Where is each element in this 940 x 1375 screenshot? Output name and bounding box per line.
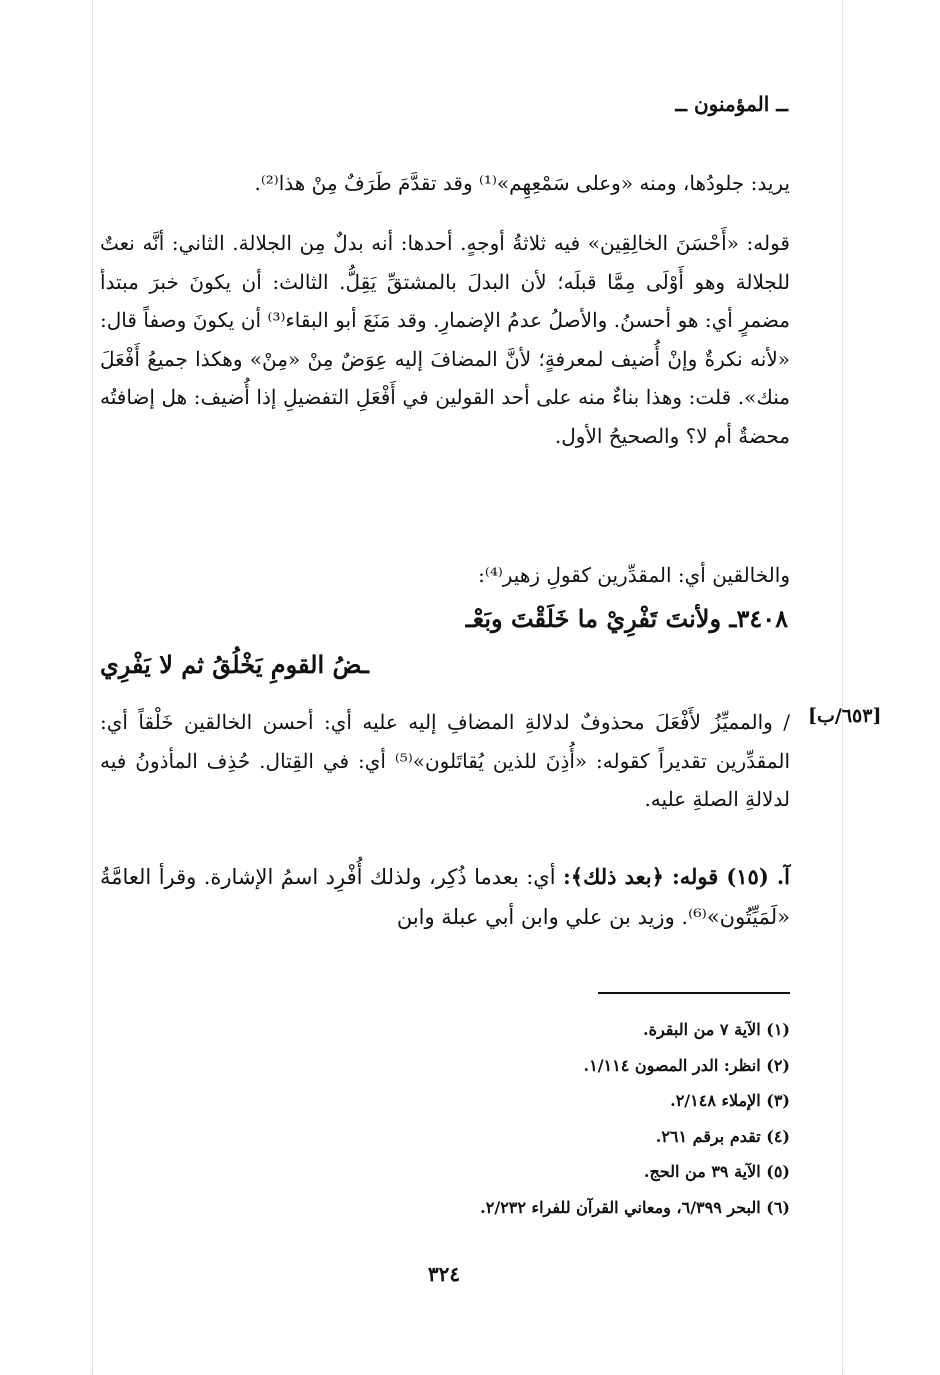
footnote-separator — [598, 992, 790, 994]
running-header: ــ المؤمنون ــ — [675, 92, 788, 116]
verse-line-2: ـضُ القومِ يَخْلُقُ ثم لا يَفْرِي — [100, 650, 369, 679]
paragraph-1: يريد: جلودُها، ومنه «وعلى سَمْعِهِم»⁽¹⁾ وقد تقدَّمَ طَرَفٌ مِنْ هذا⁽²⁾. — [254, 171, 790, 195]
footnote-5: (٥) الآية ٣٩ من الحج. — [643, 1162, 790, 1181]
footnote-2: (٢) انظر: الدر المصون ١/١١٤. — [583, 1055, 790, 1075]
paragraph-4: / والمميِّزُ لأَفْعَلَ محذوفٌ لدلالةِ المضافِ إليه عليه أي: أحسن الخالقين خَلْقاً أي: المقدِّرين تقديراً كقوله: «أُذِنَ للذين يُقاتَلون»⁽⁵⁾ أي: في القِتال. حُذِف المأذونُ فيه لدلالةِ الصلةِ عليه. — [100, 710, 790, 811]
paragraph-5 — [100, 857, 790, 937]
left-margin-guide — [92, 0, 93, 1375]
verse-line-1: ٣٤٠٨ـ ولأنتَ تَفْرِيْ ما خَلَقْتَ وبَعْـ — [465, 604, 788, 633]
footnotes — [480, 1012, 790, 1225]
page-number: ٣٢٤ — [427, 1262, 461, 1286]
folio-margin-note: [٦٥٣/ب] — [808, 705, 882, 727]
right-margin-guide — [842, 0, 843, 1375]
footnote-4: (٤) تقدم برقم ٢٦١. — [655, 1126, 790, 1146]
verse-reference-lead: آ. (١٥) قوله: ﴿بعد ذلك﴾: — [563, 864, 790, 889]
footnote-3: (٣) الإملاء ٢/١٤٨. — [670, 1091, 790, 1110]
footnote-1: (١) الآية ٧ من البقرة. — [643, 1020, 790, 1039]
paragraph-5-body: أي: بعدما ذُكِر، ولذلك أُفْرِد اسمُ الإشارة. وقرأ العامَّةُ «لَمَيِّتُون»⁽⁶⁾. وزيد بن علي وابن أبي عبلة وابن — [100, 865, 790, 929]
paragraph-3: والخالقين أي: المقدِّرين كقولِ زهير⁽⁴⁾: — [478, 563, 790, 587]
paragraph-2: قوله: «أَحْسَنَ الخالِقِين» فيه ثلاثةُ أوجهٍ. أحدها: أنه بدلٌ مِن الجلالة. الثاني: أنَّه نعتٌ للجلالة وهو أَوْلَى مِمَّا قبلَه؛ لأن البدلَ بالمشتقِّ يَقِلُّ. الثالث: أن يكونَ خبرَ مبتدأ مضمرٍ أي: هو أحسنُ. والأصلُ عدمُ الإضمارِ. وقد مَنَعَ أبو البقاء⁽³⁾ أن يكونَ وصفاً قال: «لأنه نكرةٌ وإنْ أُضيف لمعرفةٍ؛ لأنَّ المضافَ إليه عِوَضٌ مِنْ «مِنْ» وهكذا جميعُ أَفْعَلَ منك». قلت: وهذا بناءٌ منه على أحد القولين في أَفْعَلِ التفضيلِ إذا أُضيف: هل إضافتُه محضةٌ أم لا؟ والصحيحُ الأول. — [100, 231, 790, 448]
footnote-6: (٦) البحر ٦/٣٩٩، ومعاني القرآن للفراء ٢/٢٣٢. — [480, 1197, 790, 1217]
